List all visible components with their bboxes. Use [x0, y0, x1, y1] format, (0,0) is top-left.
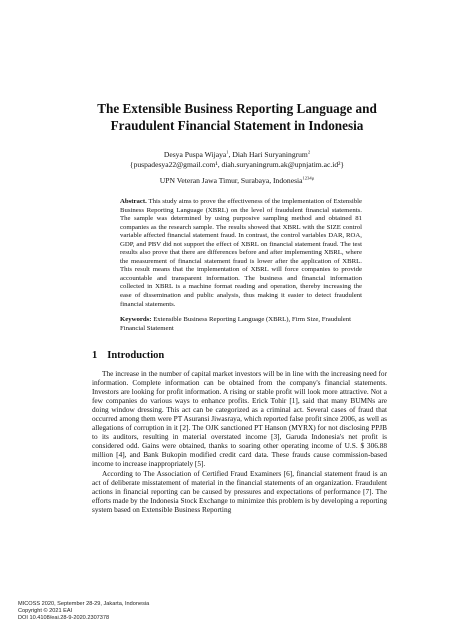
author-1-sup: 1	[226, 149, 229, 155]
abstract	[120, 198, 362, 309]
abstract-label: Abstract.	[120, 198, 147, 205]
section-title: Introduction	[107, 350, 165, 361]
body-paragraph-2: According to The Association of Certified Fraud Examiners [6], financial statement fraud is an act of deliberate misstatement of material in the financial statements of an organization. Fraudulent actions in financial reporting can be caused by pressures and expectations of performance [7]. The efforts made by the Indonesia Stock Exchange to minimize this problem is by developing a reporting system based on Extensible Business Reporting	[92, 468, 387, 514]
author-2-name: , Diah Hari Suryaningrum	[228, 150, 308, 159]
title-line-1: The Extensible Business Reporting Language and	[97, 101, 377, 116]
page-footer	[18, 601, 149, 622]
body-paragraph-1: The increase in the number of capital market investors will be in line with the increasing need for information. Complete information can be obtained from the company's financial statements. Investors are looking for profit information. A rising or stable profit will look more attractive. Not a few companies do various ways to enhance profits. Erick Tohir [1], said that many BUMNs are doing window dressing. This act can be categorized as a criminal act. Several cases of fraud that occurred among them were PT Asuransi Jiwasraya, which reported false profit since 2006, as well as allegations of corruption in it [2]. The OJK sanctioned PT Hanson (MYRX) for not disclosing PPJB to its auditors, resulting in material overstated income [3], Garuda Indonesia's net profit is considered odd. Gains were obtained, thanks to soaring other operating income of U.S. $ 306.88 million [4], and Bank Bukopin modified credit card data. These frauds cause commission-based income to increase inappropriately [5].	[92, 369, 387, 469]
footer-conference: MICOSS 2020, September 28-29, Jakarta, Indonesia	[18, 601, 150, 607]
affiliation-sup: 1234µ	[302, 175, 315, 181]
author-emails: {puspadesya22@gmail.com¹, diah.suryaningrum.ak@upnjatim.ac.id²}	[129, 160, 345, 169]
paper-title	[60, 100, 414, 134]
author-block	[40, 150, 434, 170]
section-heading	[92, 349, 164, 362]
author-1-name: Desya Puspa Wijaya	[163, 150, 227, 159]
title-line-2: Fraudulent Financial Statement in Indonesia	[110, 118, 364, 133]
section-number: 1	[92, 350, 98, 361]
keywords	[120, 316, 362, 333]
author-2-sup: 2	[307, 149, 311, 155]
footer-doi: DOI 10.4108/eai.28-9-2020.2307378	[18, 615, 110, 621]
keywords-label: Keywords:	[120, 316, 152, 323]
section-body	[92, 369, 387, 514]
abstract-text: This study aims to prove the effectiveness of the implementation of Extensible Business Reporting Language (XBRL) on the level of fraudulent financial statements. The sample was determined by using purposive sampling method and obtained 81 companies as the research sample. The results showed that XBRL with the SIZE control variable affected financial statement fraud. In contrast, the control variables DAR, ROA, GDP, and PBV did not support the effect of XBRL on financial statement fraud. The test results also prove that there are differences before and after implementing XBRL, where the measurement of financial statement fraud is lower after the application of XBRL. This result means that the implementation of XBRL will force companies to provide accountable and transparent information. The business and financial information collected in XBRL is a machine format reading and operation, thereby increasing the ease of dissemination and public analysis, thus making it easier to detect fraudulent financial statements.	[120, 198, 362, 308]
affiliation	[40, 176, 434, 186]
keywords-text: Extensible Business Reporting Language (XBRL), Firm Size, Fraudulent Financial Statement	[120, 316, 351, 332]
affiliation-text: UPN Veteran Jawa Timur, Surabaya, Indonesia	[159, 176, 303, 185]
footer-copyright: Copyright © 2021 EAI	[18, 608, 73, 614]
author-names	[40, 150, 434, 160]
